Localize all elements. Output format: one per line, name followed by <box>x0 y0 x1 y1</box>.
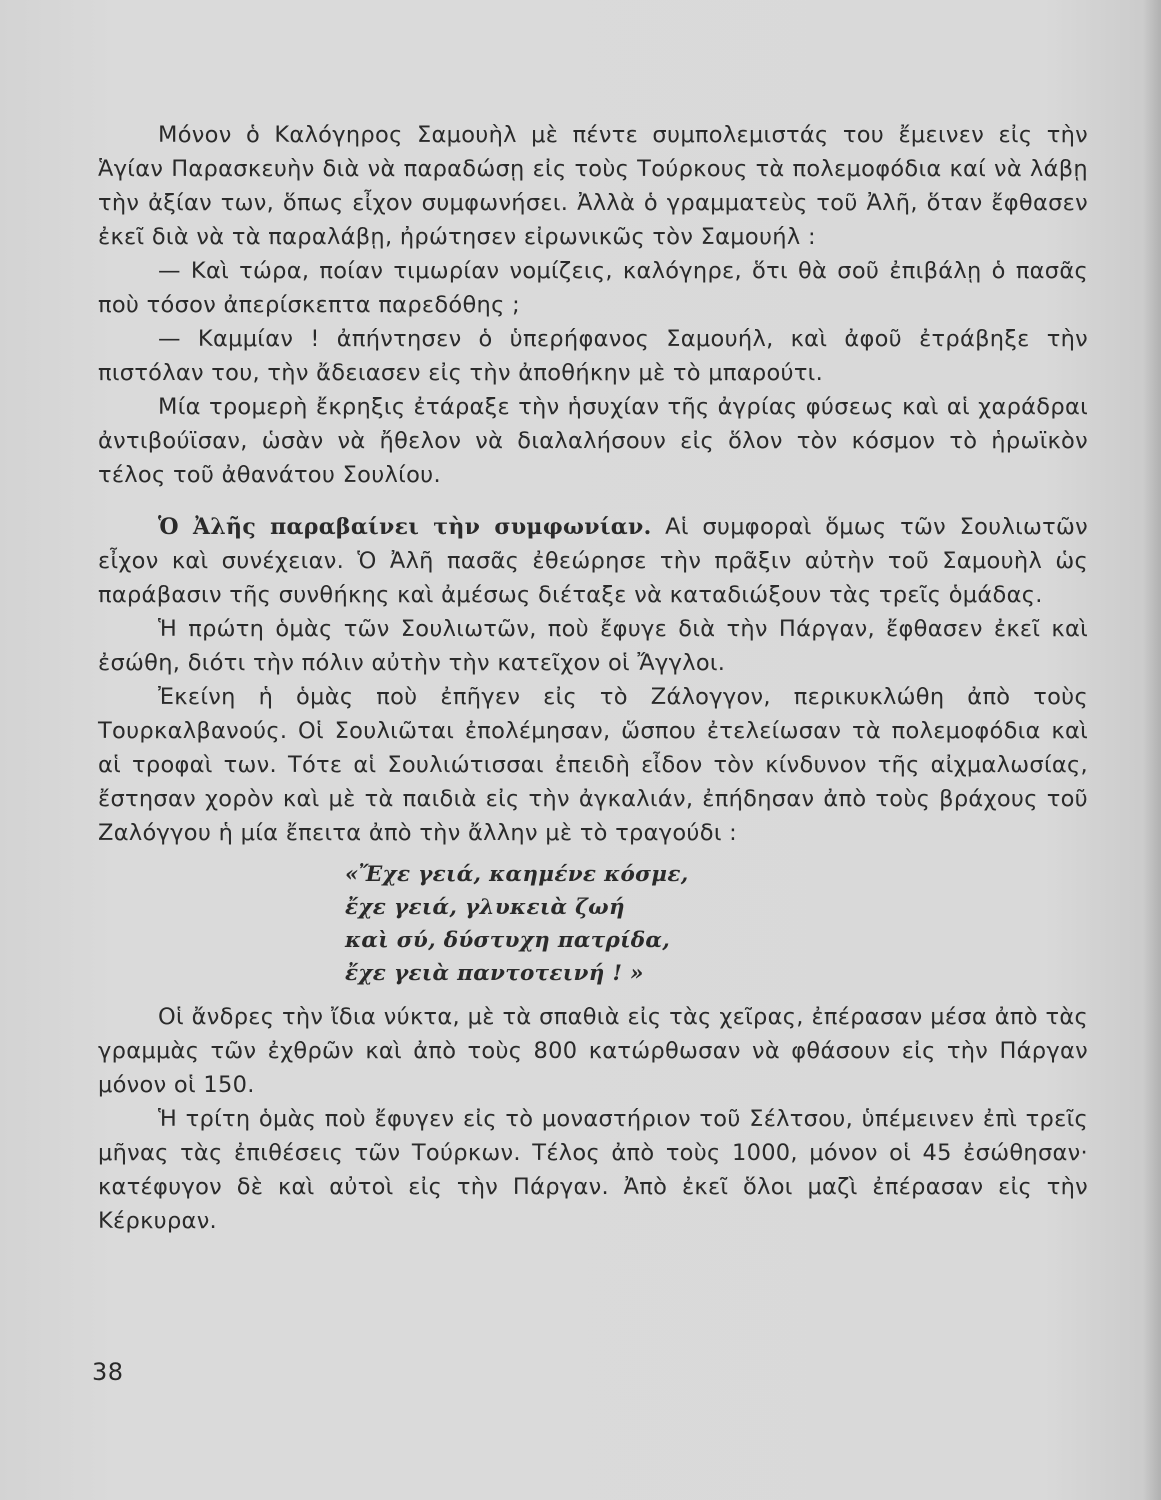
dialogue-line: — Καμμίαν ! ἀπήντησεν ὁ ὑπερήφανος Σαμουήλ, καὶ ἀφοῦ ἐτράβηξε τὴν πιστόλαν του, τὴν ἄδειασεν εἰς τὴν ἀποθήκην μὲ τὸ μπαρούτι. <box>98 326 1088 386</box>
poem-line: «Ἔχε γειά, καημένε κόσμε, <box>345 862 689 887</box>
poem-line: ἔχε γειά, γλυκειὰ ζωή <box>345 895 625 920</box>
section-text: Αἱ συμφοραὶ ὅμως τῶν Σουλιωτῶν εἶχον καὶ συνέχειαν. Ὁ Ἀλῆ πασᾶς ἐθεώρησε τὴν πρᾶξιν αὐτὴν τοῦ Σαμουὴλ ὡς παράβασιν τῆς συνθήκης καὶ ἀμέσως διέταξε νὰ καταδιώξουν τὰς τρεῖς ὁμάδας. <box>98 514 1089 608</box>
poem-line: ἔχε γειὰ παντοτεινή ! » <box>345 961 644 986</box>
paragraph: Οἱ ἄνδρες τὴν ἴδια νύκτα, μὲ τὰ σπαθιὰ εἰς τὰς χεῖρας, ἐπέρασαν μέσα ἀπὸ τὰς γραμμὰς τῶν ἐχθρῶν καὶ ἀπὸ τοὺς 800 κατώρθωσαν νὰ φθάσουν εἰς τὴν Πάργαν μόνον οἱ 150. <box>98 1004 1088 1098</box>
poem-line: καὶ σύ, δύστυχη πατρίδα, <box>345 928 671 953</box>
paragraph: Μόνον ὁ Καλόγηρος Σαμουὴλ μὲ πέντε συμπολεμιστάς του ἔμεινεν εἰς τὴν Ἁγίαν Παρασκευὴν διὰ νὰ παραδώσῃ εἰς τοὺς Τούρκους τὰ πολεμοφόδια καί νὰ λάβῃ τὴν ἀξίαν των, ὅπως εἶχον συμφωνήσει. Ἀλλὰ ὁ γραμματεὺς τοῦ Ἀλῆ, ὅταν ἔφθασεν ἐκεῖ διὰ νὰ τὰ παραλάβῃ, ἠρώτησεν εἰρωνικῶς τὸν Σαμουήλ : <box>98 122 1088 250</box>
section-paragraph <box>98 510 1088 612</box>
paragraph: Ἡ τρίτη ὁμὰς ποὺ ἔφυγεν εἰς τὸ μοναστήριον τοῦ Σέλτσου, ὑπέμεινεν ἐπὶ τρεῖς μῆνας τὰς ἐπιθέσεις τῶν Τούρκων. Τέλος ἀπὸ τοὺς 1000, μόνον οἱ 45 ἐσώθησαν· κατέφυγον δὲ καὶ αὐτοὶ εἰς τὴν Πάργαν. Ἀπὸ ἐκεῖ ὅλοι μαζὶ ἐπέρασαν εἰς τὴν Κέρκυραν. <box>98 1106 1088 1234</box>
paragraph: Μία τρομερὴ ἔκρηξις ἐτάραξε τὴν ἡσυχίαν τῆς ἀγρίας φύσεως καὶ αἱ χαράδραι ἀντιβούϊσαν, ὡσὰν νὰ ἤθελον νὰ διαλαλήσουν εἰς ὅλον τὸν κόσμον τὸ ἡρωϊκὸν τέλος τοῦ ἀθανάτου Σουλίου. <box>98 394 1088 488</box>
dialogue-line: — Καὶ τώρα, ποίαν τιμωρίαν νομίζεις, καλόγηρε, ὅτι θὰ σοῦ ἐπιβάλῃ ὁ πασᾶς ποὺ τόσον ἀπερίσκεπτα παρεδόθης ; <box>98 258 1088 318</box>
paragraph: Ἡ πρώτη ὁμὰς τῶν Σουλιωτῶν, ποὺ ἔφυγε διὰ τὴν Πάργαν, ἔφθασεν ἐκεῖ καὶ ἐσώθη, διότι τὴν πόλιν αὐτὴν τὴν κατεῖχον οἱ Ἄγγλοι. <box>98 616 1088 676</box>
poem <box>345 858 1088 990</box>
section-title: Ὁ Ἀλῆς παραβαίνει τὴν συμφωνίαν. <box>158 514 652 540</box>
page-edge-shadow <box>1143 0 1161 1500</box>
paragraph: Ἐκείνη ἡ ὁμὰς ποὺ ἐπῆγεν εἰς τὸ Ζάλογγον, περικυκλώθη ἀπὸ τοὺς Τουρκαλβανούς. Οἱ Σουλιῶται ἐπολέμησαν, ὥσπου ἐτελείωσαν τὰ πολεμοφόδια καὶ αἱ τροφαὶ των. Τότε αἱ Σουλιώτισσαι ἐπειδὴ εἶδον τὸν κίνδυνον τῆς αἰχμαλωσίας, ἔστησαν χορὸν καὶ μὲ τὰ παιδιὰ εἰς τὴν ἀγκαλιάν, ἐπήδησαν ἀπὸ τοὺς βράχους τοῦ Ζαλόγγου ἡ μία ἔπειτα ἀπὸ τὴν ἄλλην μὲ τὸ τραγούδι : <box>98 684 1088 846</box>
body-text <box>98 118 1088 1238</box>
page-number: 38 <box>92 1358 124 1386</box>
